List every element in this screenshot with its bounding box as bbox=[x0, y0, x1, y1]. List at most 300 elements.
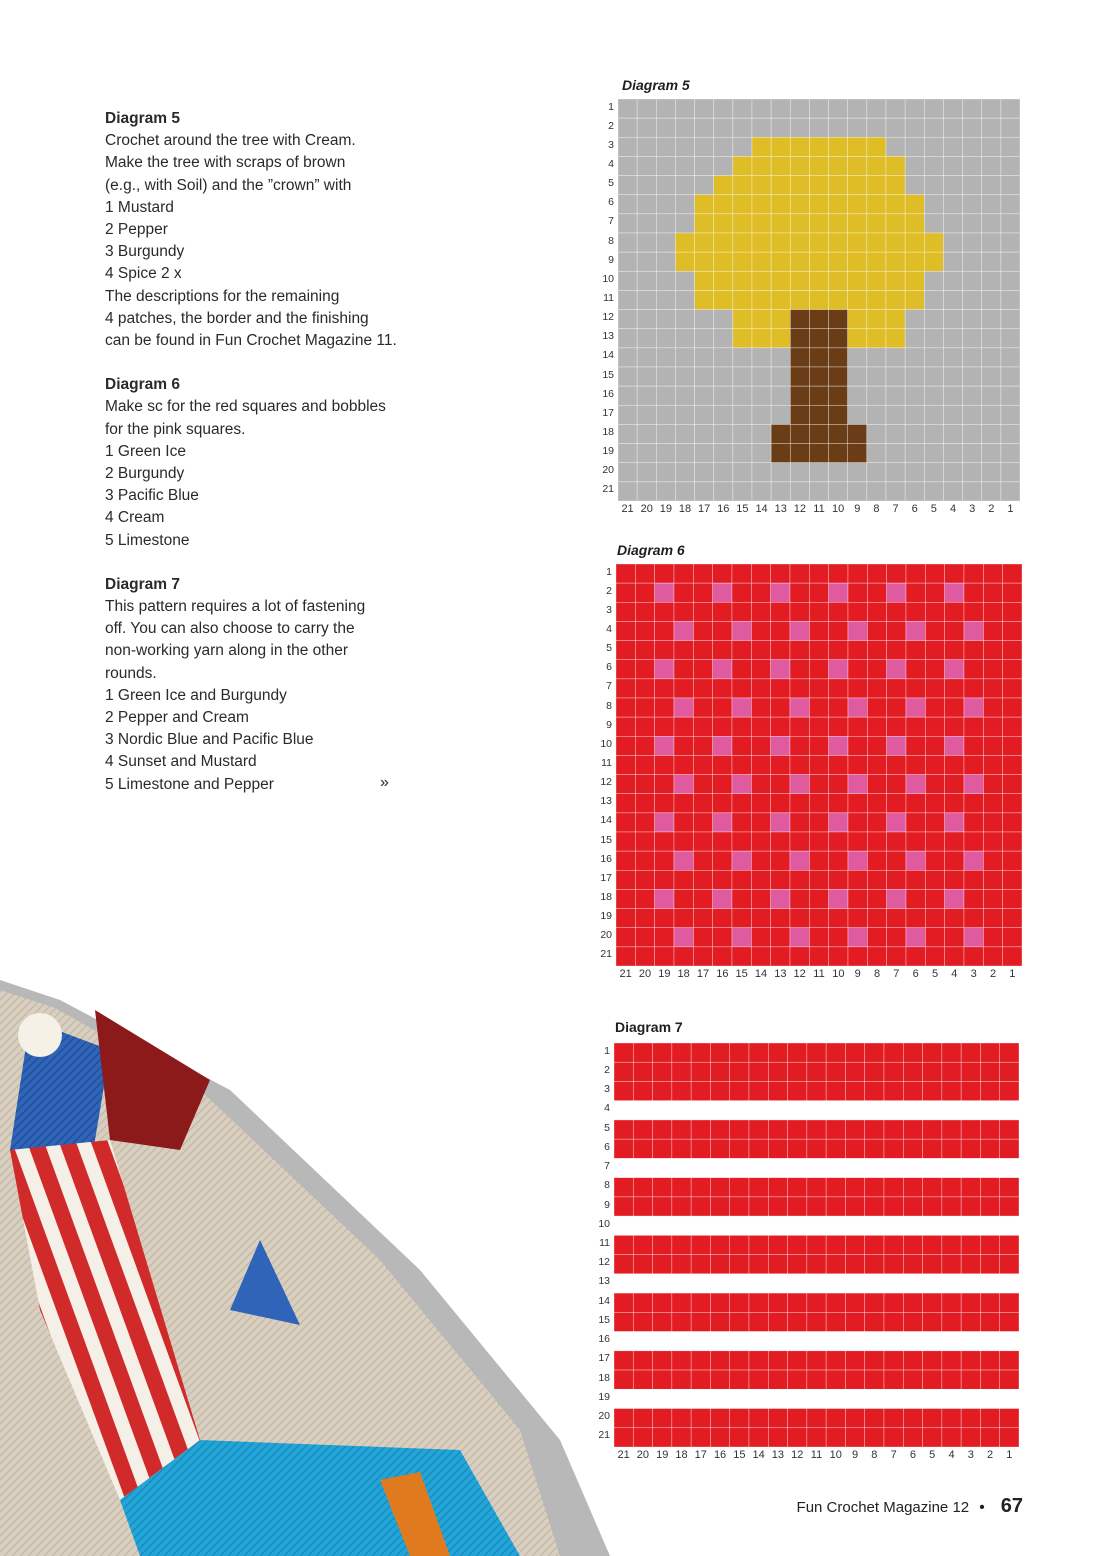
grid-cell bbox=[633, 1120, 652, 1139]
column-number: 12 bbox=[791, 1449, 804, 1461]
grid-cell bbox=[653, 1274, 672, 1293]
grid-cell bbox=[674, 832, 693, 851]
grid-cell bbox=[945, 602, 964, 621]
grid-cell bbox=[653, 1332, 672, 1351]
grid-cell bbox=[733, 405, 752, 424]
grid-cell bbox=[905, 386, 924, 405]
row-number: 12 bbox=[600, 776, 612, 789]
grid-cell bbox=[675, 463, 694, 482]
grid-cell bbox=[730, 1389, 749, 1408]
grid-cell bbox=[675, 99, 694, 118]
grid-cell bbox=[674, 564, 693, 583]
grid-cell bbox=[771, 679, 790, 698]
grid-cell bbox=[637, 176, 656, 195]
grid-cell bbox=[1000, 1043, 1019, 1062]
grid-cell bbox=[829, 195, 848, 214]
grid-cell bbox=[809, 679, 828, 698]
text-line: (e.g., with Soil) and the ”crown” with bbox=[105, 176, 352, 194]
grid-cell bbox=[730, 1043, 749, 1062]
grid-cell bbox=[980, 1081, 999, 1100]
grid-cell bbox=[655, 736, 674, 755]
grid-cell bbox=[942, 1389, 961, 1408]
row-number: 10 bbox=[600, 737, 612, 750]
grid-cell bbox=[788, 1062, 807, 1081]
grid-cell bbox=[809, 775, 828, 794]
grid-cell bbox=[945, 947, 964, 966]
column-number: 12 bbox=[793, 968, 806, 980]
grid-cell bbox=[867, 775, 886, 794]
grid-cell bbox=[942, 1428, 961, 1447]
diagram-7-title: Diagram 7 bbox=[615, 1019, 683, 1035]
grid-cell bbox=[653, 1081, 672, 1100]
grid-cell bbox=[943, 252, 962, 271]
grid-cell bbox=[614, 1428, 633, 1447]
grid-cell bbox=[790, 794, 809, 813]
grid-cell bbox=[695, 444, 714, 463]
grid-cell bbox=[905, 329, 924, 348]
grid-cell bbox=[1001, 424, 1020, 443]
grid-cell bbox=[637, 195, 656, 214]
grid-cell bbox=[945, 928, 964, 947]
grid-cell bbox=[906, 583, 925, 602]
grid-cell bbox=[732, 583, 751, 602]
grid-cell bbox=[788, 1081, 807, 1100]
grid-cell bbox=[674, 947, 693, 966]
grid-cell bbox=[848, 813, 867, 832]
grid-cell bbox=[906, 889, 925, 908]
row-number: 1 bbox=[606, 565, 612, 578]
row-number: 15 bbox=[600, 833, 612, 846]
grid-cell bbox=[961, 1178, 980, 1197]
grid-cell bbox=[942, 1216, 961, 1235]
grid-cell bbox=[637, 348, 656, 367]
grid-cell bbox=[826, 1255, 845, 1274]
grid-cell bbox=[826, 1332, 845, 1351]
grid-cell bbox=[1003, 813, 1022, 832]
grid-cell bbox=[942, 1274, 961, 1293]
grid-cell bbox=[829, 755, 848, 774]
grid-cell bbox=[942, 1062, 961, 1081]
grid-cell bbox=[867, 621, 886, 640]
grid-cell bbox=[887, 889, 906, 908]
grid-cell bbox=[848, 947, 867, 966]
grid-cell bbox=[713, 736, 732, 755]
grid-cell bbox=[656, 271, 675, 290]
grid-cell bbox=[848, 444, 867, 463]
grid-cell bbox=[674, 602, 693, 621]
grid-cell bbox=[829, 679, 848, 698]
grid-cell bbox=[905, 195, 924, 214]
grid-cell bbox=[945, 736, 964, 755]
grid-cell bbox=[616, 928, 635, 947]
grid-cell bbox=[675, 329, 694, 348]
grid-cell bbox=[809, 252, 828, 271]
row-number: 6 bbox=[606, 661, 612, 674]
grid-cell bbox=[845, 1062, 864, 1081]
grid-cell bbox=[848, 679, 867, 698]
grid-cell bbox=[752, 118, 771, 137]
grid-cell bbox=[963, 252, 982, 271]
grid-cell bbox=[710, 1351, 729, 1370]
grid-cell bbox=[751, 928, 770, 947]
grid-cell bbox=[924, 463, 943, 482]
grid-cell bbox=[713, 832, 732, 851]
grid-cell bbox=[788, 1178, 807, 1197]
grid-cell bbox=[925, 794, 944, 813]
grid-cell bbox=[633, 1178, 652, 1197]
grid-cell bbox=[656, 176, 675, 195]
grid-cell bbox=[655, 832, 674, 851]
grid-cell bbox=[768, 1235, 787, 1254]
grid-cell bbox=[964, 832, 983, 851]
grid-cell bbox=[887, 928, 906, 947]
grid-cell bbox=[614, 1293, 633, 1312]
grid-cell bbox=[653, 1389, 672, 1408]
grid-cell bbox=[923, 1255, 942, 1274]
grid-cell bbox=[788, 1274, 807, 1293]
grid-cell bbox=[845, 1332, 864, 1351]
grid-cell bbox=[751, 583, 770, 602]
grid-cell bbox=[693, 564, 712, 583]
grid-cell bbox=[924, 444, 943, 463]
grid-cell bbox=[674, 641, 693, 660]
grid-cell bbox=[1003, 832, 1022, 851]
grid-cell bbox=[732, 736, 751, 755]
grid-cell bbox=[672, 1062, 691, 1081]
grid-cell bbox=[865, 1293, 884, 1312]
grid-cell bbox=[807, 1158, 826, 1177]
grid-cell bbox=[710, 1409, 729, 1428]
grid-cell bbox=[730, 1255, 749, 1274]
grid-cell bbox=[809, 947, 828, 966]
grid-cell bbox=[1001, 156, 1020, 175]
row-number: 11 bbox=[601, 757, 612, 769]
grid-cell bbox=[845, 1255, 864, 1274]
grid-cell bbox=[733, 156, 752, 175]
grid-cell bbox=[845, 1235, 864, 1254]
grid-cell bbox=[614, 1274, 633, 1293]
grid-cell bbox=[733, 463, 752, 482]
grid-cell bbox=[674, 794, 693, 813]
text-line: 2 Pepper bbox=[105, 221, 168, 239]
grid-cell bbox=[848, 118, 867, 137]
grid-cell bbox=[807, 1370, 826, 1389]
grid-cell bbox=[771, 463, 790, 482]
grid-cell bbox=[675, 233, 694, 252]
grid-cell bbox=[829, 444, 848, 463]
grid-cell bbox=[733, 118, 752, 137]
grid-cell bbox=[848, 463, 867, 482]
grid-cell bbox=[790, 736, 809, 755]
grid-cell bbox=[906, 813, 925, 832]
grid-cell bbox=[980, 1101, 999, 1120]
grid-cell bbox=[675, 137, 694, 156]
grid-cell bbox=[886, 137, 905, 156]
grid-cell bbox=[983, 602, 1002, 621]
grid-cell bbox=[655, 679, 674, 698]
grid-cell bbox=[826, 1062, 845, 1081]
grid-cell bbox=[749, 1389, 768, 1408]
grid-cell bbox=[865, 1062, 884, 1081]
grid-cell bbox=[771, 329, 790, 348]
grid-cell bbox=[884, 1255, 903, 1274]
grid-cell bbox=[788, 1043, 807, 1062]
instructions-column bbox=[105, 108, 405, 818]
grid-cell bbox=[865, 1235, 884, 1254]
grid-cell bbox=[826, 1370, 845, 1389]
grid-cell bbox=[635, 889, 654, 908]
grid-cell bbox=[848, 214, 867, 233]
grid-cell bbox=[980, 1370, 999, 1389]
grid-cell bbox=[656, 444, 675, 463]
grid-cell bbox=[790, 679, 809, 698]
grid-cell bbox=[768, 1274, 787, 1293]
grid-cell bbox=[633, 1158, 652, 1177]
grid-cell bbox=[695, 463, 714, 482]
grid-cell bbox=[788, 1197, 807, 1216]
column-number: 2 bbox=[988, 503, 995, 515]
grid-cell bbox=[903, 1428, 922, 1447]
grid-cell bbox=[790, 602, 809, 621]
grid-cell bbox=[887, 813, 906, 832]
grid-cell bbox=[695, 386, 714, 405]
grid-cell bbox=[732, 794, 751, 813]
grid-cell bbox=[848, 928, 867, 947]
grid-cell bbox=[867, 156, 886, 175]
grid-cell bbox=[809, 348, 828, 367]
row-number: 10 bbox=[602, 272, 614, 285]
grid-cell bbox=[713, 641, 732, 660]
grid-cell bbox=[653, 1428, 672, 1447]
grid-cell bbox=[980, 1293, 999, 1312]
grid-cell bbox=[695, 252, 714, 271]
grid-cell bbox=[752, 444, 771, 463]
grid-cell bbox=[925, 832, 944, 851]
grid-cell bbox=[809, 851, 828, 870]
grid-cell bbox=[655, 775, 674, 794]
grid-cell bbox=[656, 290, 675, 309]
grid-cell bbox=[925, 679, 944, 698]
grid-cell bbox=[865, 1216, 884, 1235]
grid-cell bbox=[903, 1409, 922, 1428]
grid-cell bbox=[809, 870, 828, 889]
grid-cell bbox=[710, 1197, 729, 1216]
grid-cell bbox=[809, 367, 828, 386]
grid-cell bbox=[691, 1351, 710, 1370]
grid-cell bbox=[925, 889, 944, 908]
grid-cell bbox=[905, 424, 924, 443]
grid-cell bbox=[829, 660, 848, 679]
grid-cell bbox=[887, 621, 906, 640]
grid-cell bbox=[964, 679, 983, 698]
column-number: 7 bbox=[890, 1449, 897, 1461]
grid-cell bbox=[942, 1178, 961, 1197]
grid-cell bbox=[982, 195, 1001, 214]
grid-cell bbox=[809, 889, 828, 908]
grid-cell bbox=[749, 1081, 768, 1100]
text-line: This pattern requires a lot of fastening bbox=[105, 598, 366, 616]
grid-cell bbox=[807, 1216, 826, 1235]
column-number: 10 bbox=[832, 503, 845, 515]
grid-cell bbox=[887, 564, 906, 583]
row-number: 14 bbox=[598, 1294, 610, 1307]
section-diagram-5 bbox=[105, 108, 405, 352]
grid-cell bbox=[714, 310, 733, 329]
row-number: 5 bbox=[608, 177, 614, 190]
grid-cell bbox=[771, 271, 790, 290]
grid-cell bbox=[618, 424, 637, 443]
grid-cell bbox=[674, 813, 693, 832]
grid-cell bbox=[925, 755, 944, 774]
grid-cell bbox=[790, 444, 809, 463]
grid-cell bbox=[963, 329, 982, 348]
grid-cell bbox=[865, 1274, 884, 1293]
grid-cell bbox=[635, 602, 654, 621]
grid-cell bbox=[905, 482, 924, 501]
grid-cell bbox=[925, 870, 944, 889]
grid-cell bbox=[635, 851, 654, 870]
grid-cell bbox=[942, 1293, 961, 1312]
grid-cell bbox=[637, 386, 656, 405]
grid-cell bbox=[906, 947, 925, 966]
grid-cell bbox=[633, 1139, 652, 1158]
diagram-5-grid bbox=[618, 99, 1020, 501]
grid-cell bbox=[903, 1158, 922, 1177]
grid-cell bbox=[618, 214, 637, 233]
grid-cell bbox=[961, 1101, 980, 1120]
column-number: 9 bbox=[854, 503, 861, 515]
grid-cell bbox=[714, 118, 733, 137]
grid-cell bbox=[695, 118, 714, 137]
grid-cell bbox=[635, 755, 654, 774]
grid-cell bbox=[691, 1062, 710, 1081]
grid-cell bbox=[749, 1043, 768, 1062]
grid-cell bbox=[865, 1139, 884, 1158]
grid-cell bbox=[865, 1158, 884, 1177]
grid-cell bbox=[983, 564, 1002, 583]
grid-cell bbox=[691, 1043, 710, 1062]
row-number: 9 bbox=[604, 1198, 610, 1211]
grid-cell bbox=[980, 1062, 999, 1081]
grid-cell bbox=[1003, 870, 1022, 889]
grid-cell bbox=[845, 1197, 864, 1216]
grid-cell bbox=[771, 641, 790, 660]
grid-cell bbox=[675, 195, 694, 214]
grid-cell bbox=[618, 176, 637, 195]
grid-cell bbox=[961, 1351, 980, 1370]
grid-cell bbox=[1003, 775, 1022, 794]
grid-cell bbox=[788, 1351, 807, 1370]
grid-cell bbox=[730, 1158, 749, 1177]
grid-cell bbox=[635, 794, 654, 813]
row-number: 16 bbox=[598, 1333, 610, 1346]
grid-cell bbox=[942, 1101, 961, 1120]
grid-cell bbox=[710, 1235, 729, 1254]
grid-cell bbox=[653, 1235, 672, 1254]
grid-cell bbox=[732, 698, 751, 717]
grid-cell bbox=[693, 621, 712, 640]
row-number: 8 bbox=[604, 1179, 610, 1192]
grid-cell bbox=[829, 118, 848, 137]
grid-cell bbox=[826, 1351, 845, 1370]
grid-cell bbox=[942, 1409, 961, 1428]
grid-cell bbox=[903, 1081, 922, 1100]
grid-cell bbox=[675, 310, 694, 329]
grid-cell bbox=[983, 832, 1002, 851]
grid-cell bbox=[887, 755, 906, 774]
grid-cell bbox=[963, 176, 982, 195]
grid-cell bbox=[674, 660, 693, 679]
grid-cell bbox=[768, 1139, 787, 1158]
grid-cell bbox=[845, 1101, 864, 1120]
grid-cell bbox=[655, 813, 674, 832]
grid-cell bbox=[675, 444, 694, 463]
grid-cell bbox=[923, 1409, 942, 1428]
column-number: 4 bbox=[951, 968, 958, 980]
grid-cell bbox=[635, 928, 654, 947]
grid-cell bbox=[714, 214, 733, 233]
grid-cell bbox=[732, 641, 751, 660]
grid-cell bbox=[616, 889, 635, 908]
grid-cell bbox=[695, 195, 714, 214]
grid-cell bbox=[943, 329, 962, 348]
grid-cell bbox=[884, 1062, 903, 1081]
grid-cell bbox=[768, 1197, 787, 1216]
grid-cell bbox=[633, 1081, 652, 1100]
grid-cell bbox=[961, 1235, 980, 1254]
grid-cell bbox=[614, 1120, 633, 1139]
grid-cell bbox=[751, 794, 770, 813]
grid-cell bbox=[790, 195, 809, 214]
grid-cell bbox=[887, 947, 906, 966]
grid-cell bbox=[749, 1428, 768, 1447]
grid-cell bbox=[714, 233, 733, 252]
grid-cell bbox=[809, 564, 828, 583]
grid-cell bbox=[905, 118, 924, 137]
grid-cell bbox=[829, 310, 848, 329]
grid-cell bbox=[616, 736, 635, 755]
text-line: off. You can also choose to carry the bbox=[105, 620, 355, 638]
grid-cell bbox=[790, 99, 809, 118]
grid-cell bbox=[923, 1178, 942, 1197]
grid-cell bbox=[923, 1120, 942, 1139]
grid-cell bbox=[693, 736, 712, 755]
grid-cell bbox=[887, 660, 906, 679]
row-number: 21 bbox=[600, 948, 612, 961]
grid-cell bbox=[925, 928, 944, 947]
grid-cell bbox=[653, 1370, 672, 1389]
grid-cell bbox=[656, 405, 675, 424]
grid-cell bbox=[730, 1197, 749, 1216]
grid-cell bbox=[771, 444, 790, 463]
grid-cell bbox=[865, 1178, 884, 1197]
grid-cell bbox=[730, 1293, 749, 1312]
grid-cell bbox=[635, 679, 654, 698]
grid-cell bbox=[905, 233, 924, 252]
grid-cell bbox=[845, 1293, 864, 1312]
grid-cell bbox=[771, 367, 790, 386]
grid-cell bbox=[672, 1101, 691, 1120]
grid-cell bbox=[906, 832, 925, 851]
grid-cell bbox=[635, 564, 654, 583]
grid-cell bbox=[942, 1235, 961, 1254]
grid-cell bbox=[983, 736, 1002, 755]
grid-cell bbox=[983, 813, 1002, 832]
grid-cell bbox=[867, 717, 886, 736]
grid-cell bbox=[674, 928, 693, 947]
grid-cell bbox=[788, 1312, 807, 1331]
grid-cell bbox=[656, 463, 675, 482]
